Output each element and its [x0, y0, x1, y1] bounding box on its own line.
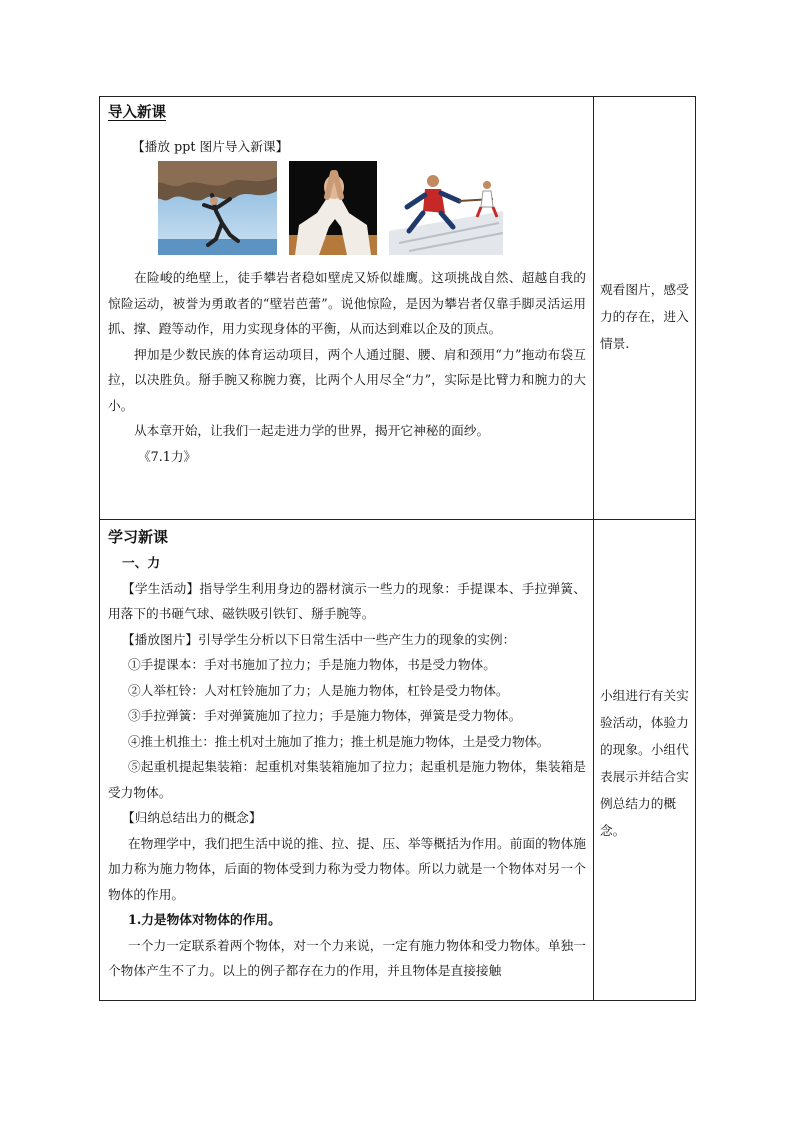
intro-paragraph-3: 从本章开始，让我们一起走进力学的世界，揭开它神秘的面纱。 — [134, 423, 490, 438]
tug-game-photo — [389, 161, 503, 255]
arm-wrestling-photo — [289, 161, 377, 255]
ppt-instruction: 【播放 ppt 图片导入新课】 — [132, 139, 289, 154]
new-lesson-side-note: 小组进行有关实验活动，体验力的现象。小组代表展示并结合实例总结力的概念。 — [600, 688, 689, 839]
point-1-heading: 1.力是物体对物体的作用。 — [128, 912, 281, 928]
example-4: ④推土机推土：推土机对土施加了推力；推土机是施力物体，土是受力物体。 — [128, 733, 550, 749]
new-lesson-title: 学习新课 — [108, 528, 169, 547]
intro-side-note: 观看图片，感受力的存在，进入情景. — [600, 281, 689, 351]
example-3: ③手拉弹簧：手对弹簧施加了拉力；手是施力物体，弹簧是受力物体。 — [128, 708, 522, 724]
example-2: ②人举杠铃：人对杠铃施加了力；人是施力物体，杠铃是受力物体。 — [128, 682, 509, 698]
section-heading-force: 一、力 — [122, 555, 161, 571]
intro-row — [100, 97, 696, 520]
example-1: ①手提课本：手对书施加了拉力；手是施力物体，书是受力物体。 — [128, 657, 496, 673]
new-lesson-side-cell — [594, 520, 696, 1001]
lesson-table — [99, 96, 696, 1001]
point-1-text: 一个力一定联系着两个物体，对一个力来说，一定有施力物体和受力物体。单独一个物体产生不了力。以上的例子都存在力的作用，并且物体是直接接触 — [108, 937, 586, 979]
rock-climbing-photo — [158, 161, 277, 255]
intro-side-cell — [594, 97, 696, 520]
intro-title: 导入新课 — [108, 104, 166, 121]
example-5: ⑤起重机提起集装箱：起重机对集装箱施加了拉力；起重机是施力物体，集装箱是受力物体。 — [108, 759, 586, 800]
summary-paragraph: 在物理学中，我们把生活中说的推、拉、提、压、举等概括为作用。前面的物体施加力称为施力物体，后面的物体受到力称为受力物体。所以力就是一个物体对另一个物体的作用。 — [108, 835, 586, 902]
intro-paragraph-2: 押加是少数民族的体育运动项目，两个人通过腿、腰、肩和颈用“力”拖动布袋互拉，以决胜负。掰手腕又称腕力赛，比两个人用尽全“力”，实际是比臂力和腕力的大小。 — [108, 346, 586, 413]
intro-paragraph-1: 在险峻的绝壁上，徒手攀岩者稳如壁虎又矫似雄鹰。这项挑战自然、超越自我的惊险运动，被誉为勇敢者的“壁岩芭蕾”。说他惊险，是因为攀岩者仅靠手脚灵活运用抓、撑、蹬等动作，用力实现身体的平衡，从而达到难以企及的顶点。 — [108, 270, 586, 336]
intro-photos — [158, 161, 586, 257]
show-images-instruction: 【播放图片】引导学生分析以下日常生活中一些产生力的现象的实例： — [122, 631, 516, 647]
intro-main-cell — [100, 97, 594, 520]
student-activity: 【学生活动】指导学生利用身边的器材演示一些力的现象：手提课本、手拉弹簧、用落下的书砸气球、磁铁吸引铁钉、掰手腕等。 — [108, 580, 586, 622]
chapter-title: 《7.1力》 — [138, 448, 197, 464]
summary-heading: 【归纳总结出力的概念】 — [122, 810, 262, 826]
new-lesson-row — [100, 520, 696, 1001]
new-lesson-main-cell — [100, 520, 594, 1001]
